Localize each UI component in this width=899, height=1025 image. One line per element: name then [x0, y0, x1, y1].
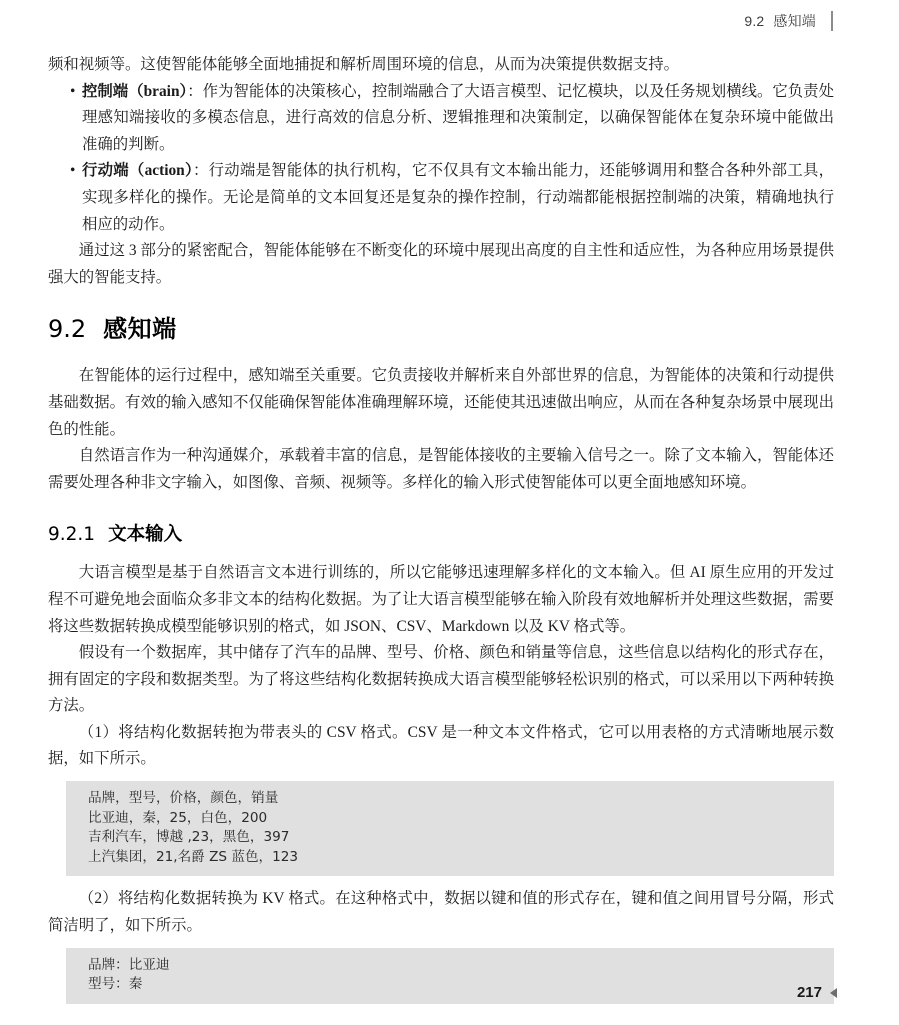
section-heading-title: 感知端 — [103, 315, 177, 344]
page-footer — [797, 984, 837, 1001]
section-921-paragraph-3: （1）将结构化数据转抱为带表头的 CSV 格式。CSV 是一种文本文件格式，它可以用表格的方式清晰地展示数据，如下所示。 — [48, 723, 834, 768]
list-item-term: 行动端（action） — [82, 162, 193, 180]
agent-component-list — [48, 79, 834, 239]
section-921-paragraph-4: （2）将结构化数据转换为 KV 格式。在这种格式中，数据以键和值的形式存在，键和值之间用冒号分隔，形式简洁明了，如下所示。 — [48, 890, 834, 935]
section-921-paragraph-2: 假设有一个数据库，其中储存了汽车的品牌、型号、价格、颜色和销量等信息，这些信息以结构化的形式存在，拥有固定的字段和数据类型。为了将这些结构化数据转换成大语言模型能够轻松识别的格式，可以采用以下两种转换方法。 — [48, 644, 834, 715]
list-item-term: 控制端（brain） — [82, 82, 188, 100]
running-header — [744, 11, 833, 31]
list-item-text: 行动端是智能体的执行机构，它不仅具有文本输出能力，还能够调用和整合各种外部工具，实现多样化的操作。无论是简单的文本回复还是复杂的操作控制，行动端都能根据控制端的决策，精确地执行相应的动作。 — [82, 162, 834, 233]
page-number: 217 — [796, 984, 822, 1001]
bullet-dot-icon: • — [70, 82, 76, 100]
paragraph-after-bullets: 通过这 3 部分的紧密配合，智能体能够在不断变化的环境中展现出高度的自主性和适应性，为各种应用场景提供强大的智能支持。 — [48, 242, 834, 286]
section-921-paragraph-1: 大语言模型是基于自然语言文本进行训练的，所以它能够迅速理解多样化的文本输入。但 AI 原生应用的开发过程不可避免地会面临众多非文本的结构化数据。为了让大语言模型能够在输入阶段有效地解析并处理这些数据，需要将这些数据转换成模型能够识别的格式，如 JSON、CSV、Markdown 以及 KV 格式等。 — [48, 564, 834, 635]
section-heading-9-2 — [48, 313, 834, 345]
list-item — [48, 79, 834, 159]
subsection-heading-title: 文本输入 — [108, 524, 183, 546]
subsection-heading-number: 9.2.1 — [48, 524, 96, 546]
code-line: 型号：秦 — [88, 976, 143, 993]
header-section-number: 9.2 — [744, 13, 765, 29]
list-item-colon: ： — [192, 162, 209, 180]
page-content — [48, 52, 834, 1004]
code-line: 上汽集团，21,名爵 ZS 蓝色，123 — [88, 848, 299, 865]
code-block-kv — [66, 948, 834, 1004]
header-section-title: 感知端 — [773, 14, 816, 30]
list-item-colon: ： — [187, 82, 203, 100]
section-heading-9-2-1 — [48, 522, 834, 548]
code-block-csv — [66, 781, 834, 876]
list-item-text: 作为智能体的决策核心，控制端融合了大语言模型、记忆模块，以及任务规划横线。它负责处理感知端接收的多模态信息，进行高效的信息分析、逻辑推理和决策制定，以确保智能体在复杂环境中能做出准确的判断。 — [82, 82, 834, 153]
bullet-dot-icon: • — [70, 162, 76, 180]
code-line: 比亚迪，秦，25，白色，200 — [88, 809, 268, 826]
section-heading-number: 9.2 — [48, 315, 87, 344]
code-line: 品牌，型号，价格，颜色，销量 — [88, 790, 279, 807]
section-92-paragraph-2: 自然语言作为一种沟通媒介，承载着丰富的信息，是智能体接收的主要输入信号之一。除了文本输入，智能体还需要处理各种非文字输入，如图像、音频、视频等。多样化的输入形式使智能体可以更全面地感知环境。 — [48, 447, 834, 491]
paragraph-continued: 频和视频等。这使智能体能够全面地捕捉和解析周围环境的信息，从而为决策提供数据支持。 — [48, 56, 680, 73]
list-item — [48, 158, 834, 238]
section-92-paragraph-1: 在智能体的运行过程中，感知端至关重要。它负责接收并解析来自外部世界的信息，为智能体的决策和行动提供基础数据。有效的输入感知不仅能确保智能体准确理解环境，还能使其迅速做出响应，从而在各种复杂场景中展现出色的性能。 — [48, 367, 834, 438]
header-rule-divider — [831, 11, 833, 31]
code-line: 吉利汽车，博越 ,23，黑色，397 — [88, 829, 290, 846]
code-line: 品牌：比亚迪 — [88, 956, 170, 973]
triangle-left-icon — [830, 988, 837, 998]
